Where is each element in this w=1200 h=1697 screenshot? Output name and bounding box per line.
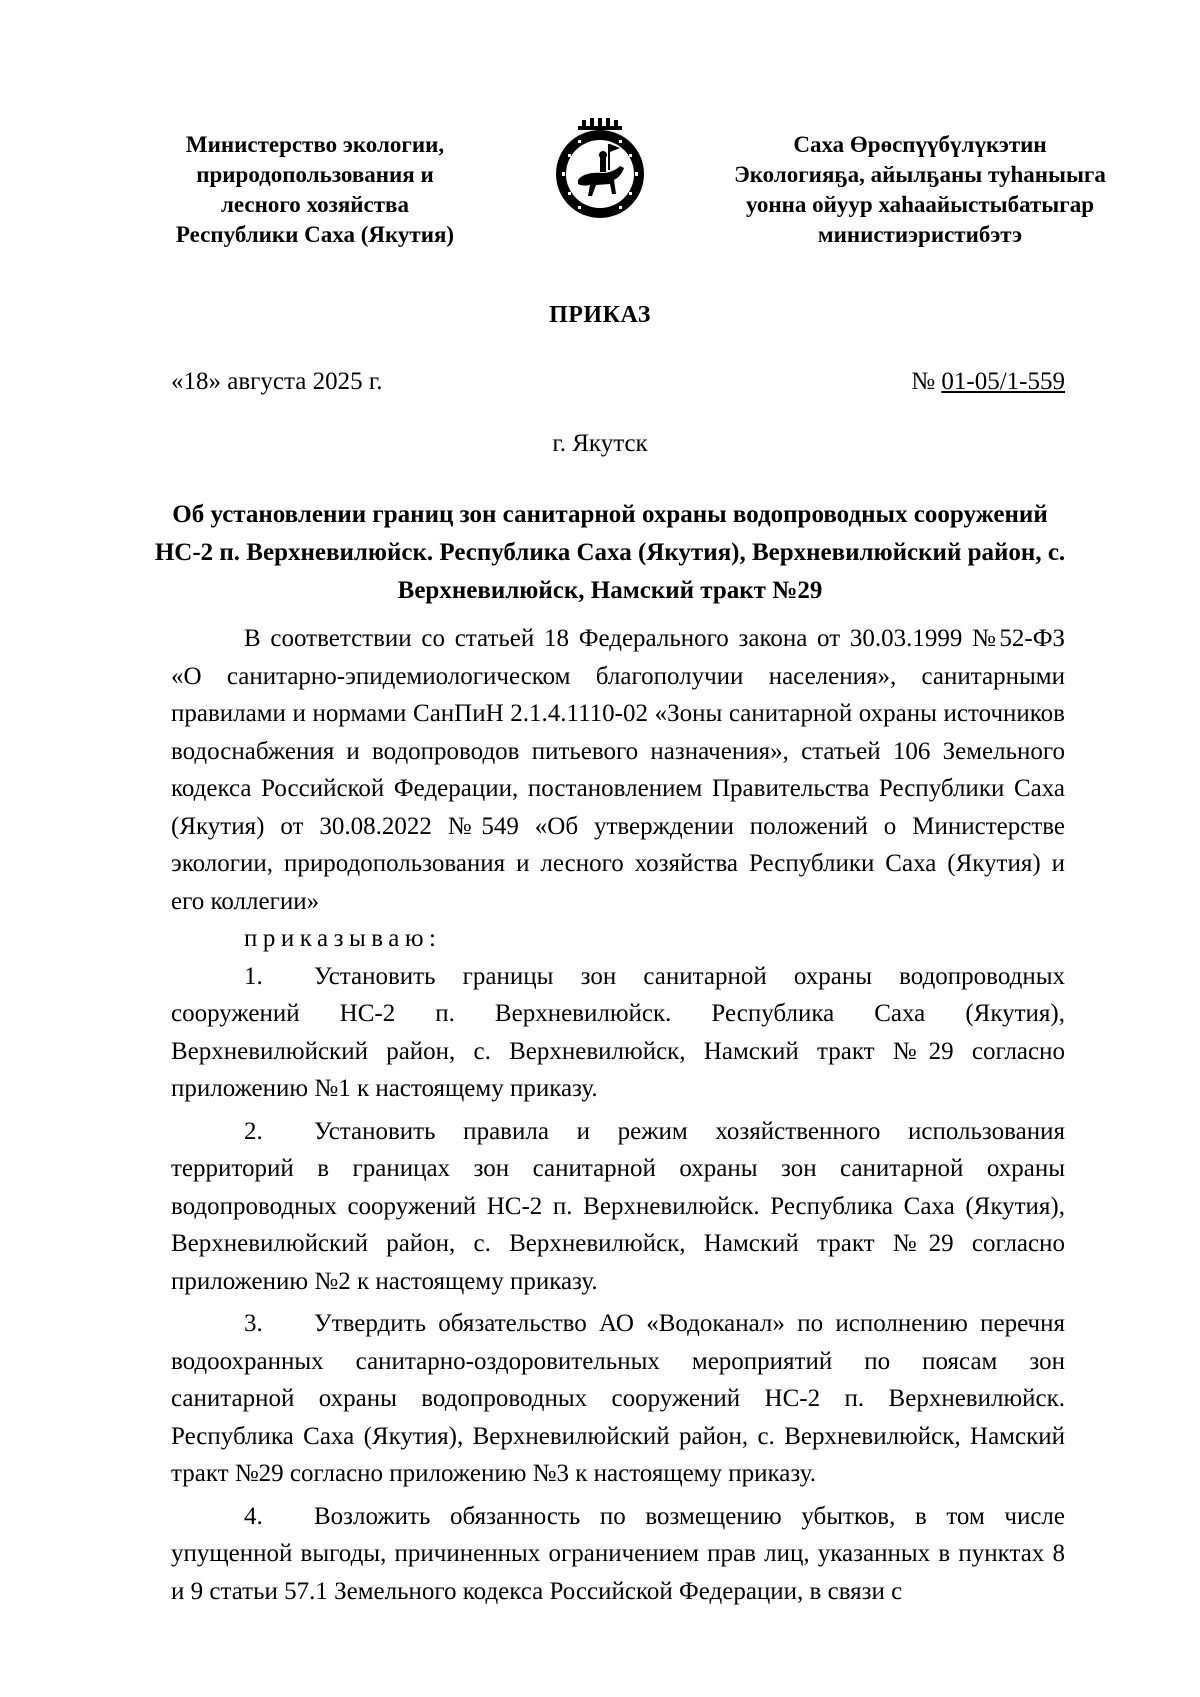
order-item-text: Установить правила и режим хозяйственного использования территорий в границах зон санитарной охраны зон санитарной охраны водопроводных сооружений НС-2 п. Верхневилюйск. Республика Саха (Якутия), Верхневилюйский район, с. Верхневилюйск, Намский тракт №29 согласно приложению №2 к настоящему приказу. [171,1117,1065,1295]
city-of-issue: г. Якутск [552,430,648,457]
order-number-prefix: № [911,368,942,395]
order-item-number: 1. [244,962,263,990]
order-item [171,1498,1065,1611]
coat-of-arms-icon [548,118,648,222]
order-item-text: Возложить обязанность по возмещению убытков, в том числе упущенной выгоды, причиненных ограничением прав лиц, указанных в пунктах 8 и 9 статьи 57.1 Земельного кодекса Российской Федерации, в связи с [171,1502,1065,1605]
order-item [171,1305,1065,1493]
ministry-name-yakut [700,130,1140,250]
ministry-name-line: Экологияҕа, айылҕаны туһаныыга [734,162,1106,187]
order-date: «18» августа 2025 г. [171,368,383,395]
document-type-title: ПРИКАЗ [549,302,651,328]
order-body [171,620,1065,1610]
order-item-number: 2. [244,1117,263,1145]
ministry-name-line: министиэристибэтэ [817,222,1023,247]
order-number-value: 01-05/1-559 [941,368,1065,395]
ministry-name-line: уонна ойуур хаһаайыстыбатыгар [745,192,1095,217]
order-word: приказываю: [244,925,442,952]
ministry-name-line: Саха Өрөспүүбүлүкэтин [793,132,1047,157]
ministry-name-line: природопользования и [196,162,434,187]
ministry-name-line: Министерство экологии, [185,132,445,157]
order-number [911,368,1065,396]
letterhead [0,118,1200,258]
ministry-name-russian [150,130,480,250]
order-item-number: 4. [244,1502,263,1530]
order-subject: Об установлении границ зон санитарной охраны водопроводных сооружений НС-2 п. Верхневилюйск. Республика Саха (Якутия), Верхневилюйский район, с. Верхневилюйск, Намский тракт №29 [154,501,1066,604]
ministry-name-line: лесного хозяйства [221,192,409,217]
preamble-paragraph: В соответствии со статьей 18 Федерального закона от 30.03.1999 №52-ФЗ «О санитарно-эпидемиологическом благополучии населения», санитарными правилами и нормами СанПиН 2.1.4.1110-02 «Зоны санитарной охраны источников водоснабжения и водопроводов питьевого назначения», статьей 106 Земельного кодекса Российской Федерации, постановлением Правительства Республики Саха (Якутия) от 30.08.2022 №549 «Об утверждении положений о Министерстве экологии, природопользования и лесного хозяйства Республики Саха (Якутия) и его коллегии» [171,625,1065,915]
order-item [171,958,1065,1108]
order-item-text: Утвердить обязательство АО «Водоканал» по исполнению перечня водоохранных санитарно-оздоровительных мероприятий по поясам зон санитарной охраны водопроводных сооружений НС-2 п. Верхневилюйск. Республика Саха (Якутия), Верхневилюйский район, с. Верхневилюйск, Намский тракт №29 согласно приложению №3 к настоящему приказу. [171,1310,1065,1487]
order-item-number: 3. [244,1310,263,1337]
order-item [171,1113,1065,1301]
order-item-text: Установить границы зон санитарной охраны водопроводных сооружений НС-2 п. Верхневилюйск. Республика Саха (Якутия), Верхневилюйский район, с. Верхневилюйск, Намский тракт №29 согласно приложению №1 к настоящему приказу. [171,962,1065,1102]
ministry-name-line: Республики Саха (Якутия) [175,222,455,247]
